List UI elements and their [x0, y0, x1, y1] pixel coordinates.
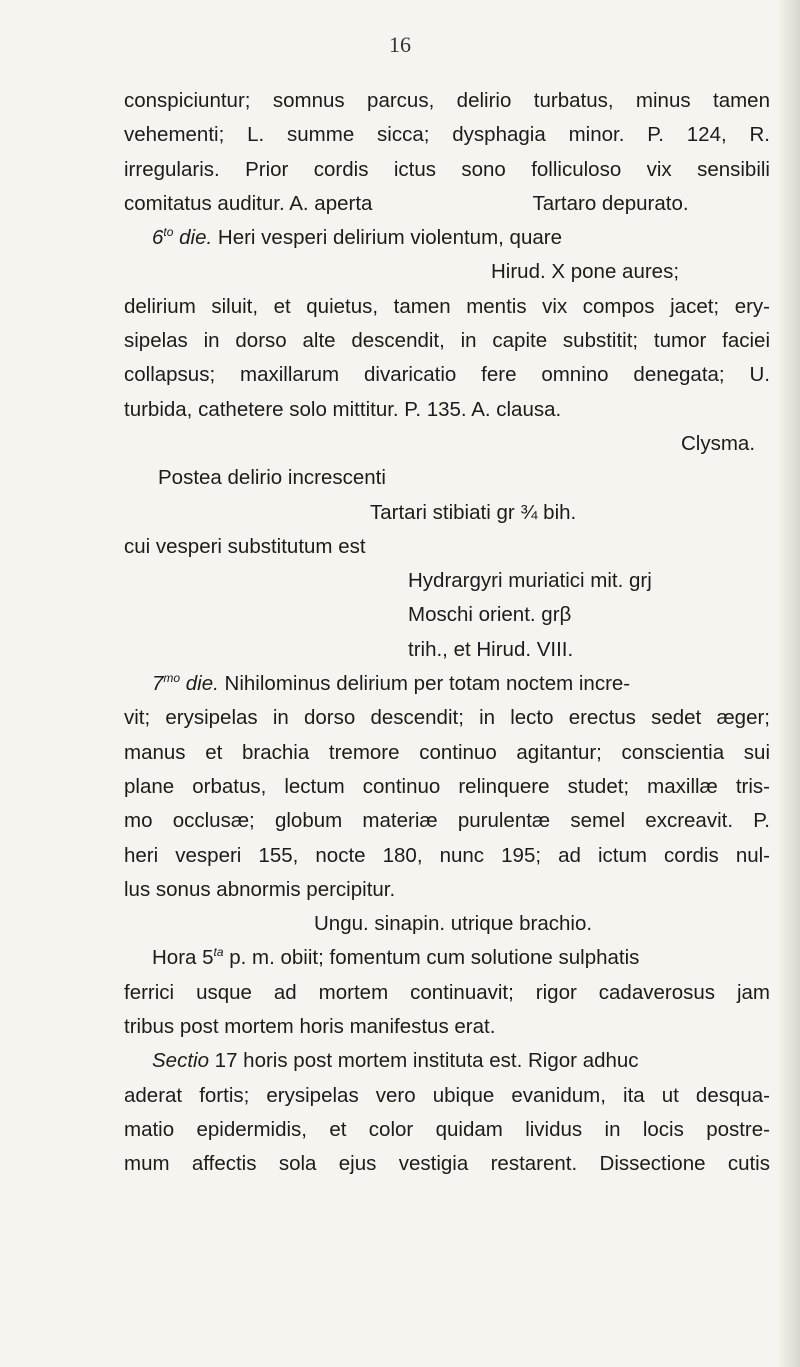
text-line: vit; erysipelas in dorso descendit; in lecto erectus sedet æger;	[124, 706, 770, 730]
text-line: comitatus auditur. A. aperta Tartaro depurato.	[124, 191, 689, 215]
page-number: 16	[389, 32, 411, 57]
text-line: lus sonus abnormis percipitur.	[124, 877, 396, 901]
prescription-line: Tartari stibiati gr ¾ bih.	[370, 500, 577, 524]
text-line: tribus post mortem horis manifestus erat.	[124, 1015, 496, 1039]
prescription-line: Moschi orient. grβ	[408, 603, 572, 627]
text-line: ferrici usque ad mortem continuavit; rigor cadaverosus jam	[124, 980, 770, 1004]
text-line: cui vesperi substitutum est	[124, 534, 366, 558]
text-line: aderat fortis; erysipelas vero ubique evanidum, ita ut desqua-	[124, 1083, 770, 1107]
prescription-line: Hydrargyri muriatici mit. grj	[408, 569, 652, 593]
prescription-line: trih., et Hirud. VIII.	[408, 637, 574, 661]
body-text	[124, 84, 770, 1182]
page-edge-shadow	[778, 0, 800, 1367]
text-line: manus et brachia tremore continuo agitantur; conscientia sui	[124, 740, 770, 764]
text-line: plane orbatus, lectum continuo relinquere studet; maxillæ tris-	[124, 774, 770, 798]
text-line: matio epidermidis, et color quidam lividus in locis postre-	[124, 1117, 770, 1141]
text-line: delirium siluit, et quietus, tamen mentis vix compos jacet; ery-	[124, 294, 770, 318]
text-line: mo occlusæ; globum materiæ purulentæ semel excreavit. P.	[124, 809, 770, 833]
day-entry-line: $7^{mo}$ die. Nihilominus delirium per totam noctem incre-	[152, 671, 631, 696]
text-line: heri vesperi 155, nocte 180, nunc 195; ad ictum cordis nul-	[124, 843, 770, 867]
text-line: conspiciuntur; somnus parcus, delirio turbatus, minus tamen	[124, 89, 770, 112]
prescription-line: Ungu. sinapin. utrique brachio.	[314, 912, 593, 936]
text-line: sipelas in dorso alte descendit, in capite substitit; tumor faciei	[124, 329, 770, 353]
text-line: mum affectis sola ejus vestigia restarent. Dissectione cutis	[124, 1152, 770, 1176]
text-line: collapsus; maxillarum divaricatio fere omnino denegata; U.	[124, 363, 770, 387]
text-line: irregularis. Prior cordis ictus sono folliculoso vix sensibili	[124, 157, 770, 181]
text-line: Postea delirio increscenti	[158, 466, 386, 490]
day-entry-line: $6^{to}$ die. Heri vesperi delirium violentum, quare	[152, 225, 562, 250]
prescription-line: Hirud. X pone aures;	[491, 260, 680, 284]
section-entry-line: Sectio 17 horis post mortem instituta est. Rigor adhuc	[152, 1049, 639, 1073]
text-line: turbida, cathetere solo mittitur. P. 135. A. clausa.	[124, 397, 562, 421]
text-line: Hora $5^{ta}$ p. m. obiit; fomentum cum solutione sulphatis	[152, 945, 640, 970]
text-line: vehementi; L. summe sicca; dysphagia minor. P. 124, R.	[124, 123, 770, 147]
prescription-line: Clysma.	[681, 431, 756, 455]
